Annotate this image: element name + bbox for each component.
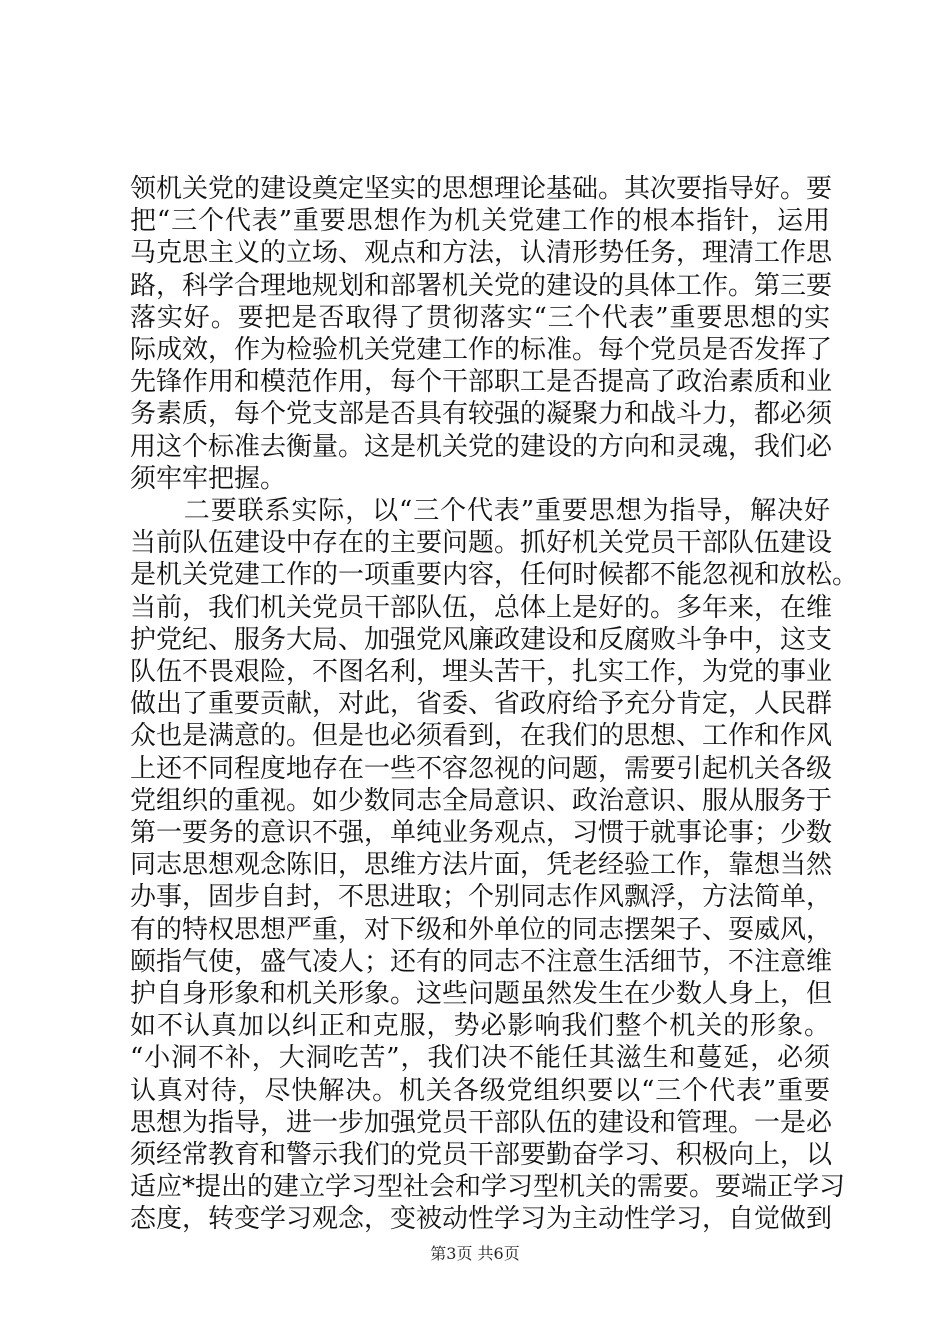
page-footer: 第3页 共6页	[430, 1244, 520, 1263]
text-line: 党组织的重视。如少数同志全局意识、政治意识、服从服务于	[130, 786, 833, 816]
text-line: 用这个标准去衡量。这是机关党的建设的方向和灵魂，我们必	[130, 432, 833, 462]
text-line: 办事，固步自封，不思进取；个别同志作风飘浮，方法简单，	[130, 882, 833, 912]
text-line: 领机关党的建设奠定坚实的思想理论基础。其次要指导好。要	[130, 174, 833, 204]
text-line: 思想为指导，进一步加强党员干部队伍的建设和管理。一是必	[130, 1108, 833, 1138]
text-line: 护自身形象和机关形象。这些问题虽然发生在少数人身上，但	[130, 979, 833, 1009]
text-line: 上还不同程度地存在一些不容忽视的问题，需要引起机关各级	[130, 754, 833, 784]
text-line: 有的特权思想严重，对下级和外单位的同志摆架子、耍威风，	[130, 915, 833, 945]
text-line: 须经常教育和警示我们的党员干部要勤奋学习、积极向上，以	[130, 1140, 833, 1170]
text-line: 路，科学合理地规划和部署机关党的建设的具体工作。第三要	[130, 271, 833, 301]
text-line: 态度，转变学习观念，变被动性学习为主动性学习，自觉做到	[130, 1204, 833, 1234]
text-line: 众也是满意的。但是也必须看到，在我们的思想、工作和作风	[130, 721, 833, 751]
text-line: 二要联系实际，以“三个代表”重要思想为指导，解决好	[130, 496, 830, 526]
text-line: 须牢牢把握。	[130, 464, 287, 494]
text-line: 如不认真加以纠正和克服，势必影响我们整个机关的形象。	[130, 1011, 830, 1041]
text-line: 同志思想观念陈旧，思维方法片面，凭老经验工作，靠想当然	[130, 850, 833, 880]
text-line: 队伍不畏艰险，不图名利，埋头苦干，扎实工作，为党的事业	[130, 657, 833, 687]
text-line: 当前，我们机关党员干部队伍，总体上是好的。多年来，在维	[130, 593, 833, 623]
text-line: 落实好。要把是否取得了贯彻落实“三个代表”重要思想的实	[130, 303, 830, 333]
text-line: 是机关党建工作的一项重要内容，任何时候都不能忽视和放松。	[130, 560, 859, 590]
text-line: 马克思主义的立场、观点和方法，认清形势任务，理清工作思	[130, 238, 833, 268]
text-line: 护党纪、服务大局、加强党风廉政建设和反腐败斗争中，这支	[130, 625, 833, 655]
text-line: 先锋作用和模范作用，每个干部职工是否提高了政治素质和业	[130, 367, 833, 397]
text-line: “小洞不补，大洞吃苦”，我们决不能任其滋生和蔓延，必须	[130, 1043, 830, 1073]
text-line: 第一要务的意识不强，单纯业务观点，习惯于就事论事；少数	[130, 818, 833, 848]
text-line: 当前队伍建设中存在的主要问题。抓好机关党员干部队伍建设	[130, 528, 833, 558]
text-line: 把“三个代表”重要思想作为机关党建工作的根本指针，运用	[130, 206, 830, 236]
text-line: 务素质，每个党支部是否具有较强的凝聚力和战斗力，都必须	[130, 399, 833, 429]
text-line: 适应*提出的建立学习型社会和学习型机关的需要。要端正学习	[130, 1172, 846, 1202]
text-line: 做出了重要贡献，对此，省委、省政府给予充分肯定，人民群	[130, 689, 833, 719]
text-line: 认真对待，尽快解决。机关各级党组织要以“三个代表”重要	[130, 1076, 830, 1106]
text-line: 颐指气使，盛气凌人；还有的同志不注意生活细节，不注意维	[130, 947, 833, 977]
text-line: 际成效，作为检验机关党建工作的标准。每个党员是否发挥了	[130, 335, 833, 365]
